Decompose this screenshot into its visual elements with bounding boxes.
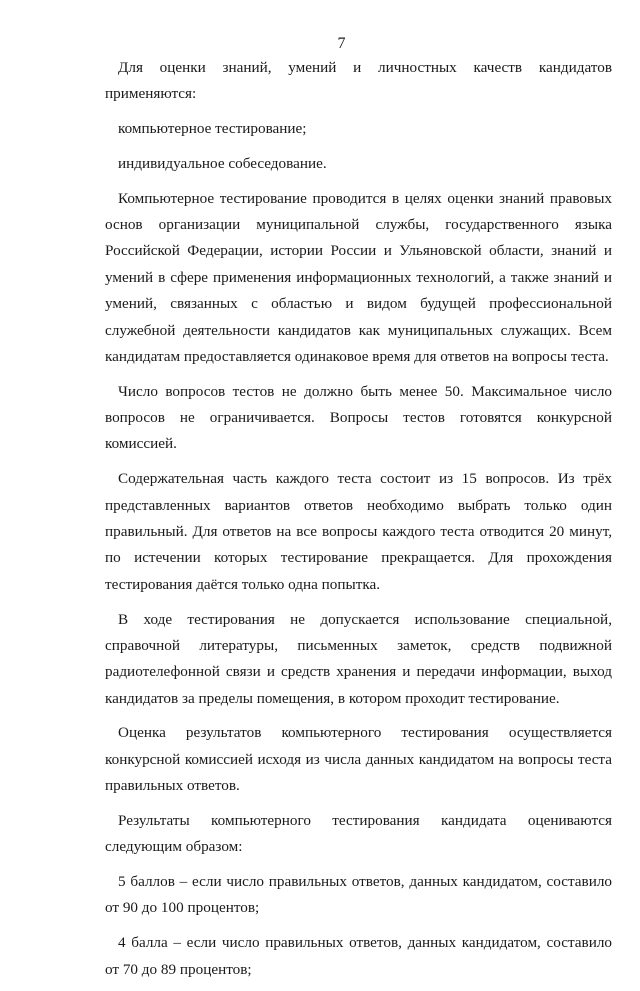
paragraph-evaluation: Оценка результатов компьютерного тестирования осуществляется конкурсной комиссией исходя из числа данных кандидатом на вопросы теста правильных ответов. — [105, 724, 612, 795]
paragraph-results-intro: Результаты компьютерного тестирования кандидата оцениваются следующим образом: — [105, 811, 612, 856]
paragraph-restrictions: В ходе тестирования не допускается использование специальной, справочной литературы, письменных заметок, средств подвижной радиотелефонной связи и средств хранения и передачи информации, выход кандидатов за пределы помещения, в котором проходит тестирование. — [105, 610, 612, 707]
paragraph-list-item-testing: компьютерное тестирование; — [118, 120, 307, 138]
paragraph-score-4: 4 балла – если число правильных ответов, данных кандидатом, составило от 70 до 89 процентов; — [105, 934, 612, 978]
paragraph-list-item-interview: индивидуальное собеседование. — [118, 154, 327, 172]
paragraph-intro: Для оценки знаний, умений и личностных качеств кандидатов применяются: — [105, 59, 612, 103]
page-number: 7 — [337, 35, 346, 52]
paragraph-question-count: Число вопросов тестов не должно быть менее 50. Максимальное число вопросов не ограничивается. Вопросы тестов готовятся конкурсной комиссией. — [105, 382, 612, 453]
paragraph-test-content: Содержательная часть каждого теста состоит из 15 вопросов. Из трёх представленных вариантов ответов необходимо выбрать только один правильный. Для ответов на все вопросы каждого теста отводится 20 минут, по истечении которых тестирование прекращается. Для прохождения тестирования даётся только одна попытка. — [105, 470, 612, 593]
paragraph-testing-purpose: Компьютерное тестирование проводится в целях оценки знаний правовых основ организации муниципальной службы, государственного языка Российской Федерации, истории России и Ульяновской области, знаний и умений в сфере применения информационных технологий, а также знаний и умений, связанных с областью и видом будущей профессиональной служебной деятельности кандидатов как муниципальных служащих. Всем кандидатам предоставляется одинаковое время для ответов на вопросы теста. — [105, 189, 612, 365]
paragraph-score-5: 5 баллов – если число правильных ответов, данных кандидатом, составило от 90 до 100 процентов; — [105, 873, 612, 917]
document-body — [105, 55, 612, 991]
